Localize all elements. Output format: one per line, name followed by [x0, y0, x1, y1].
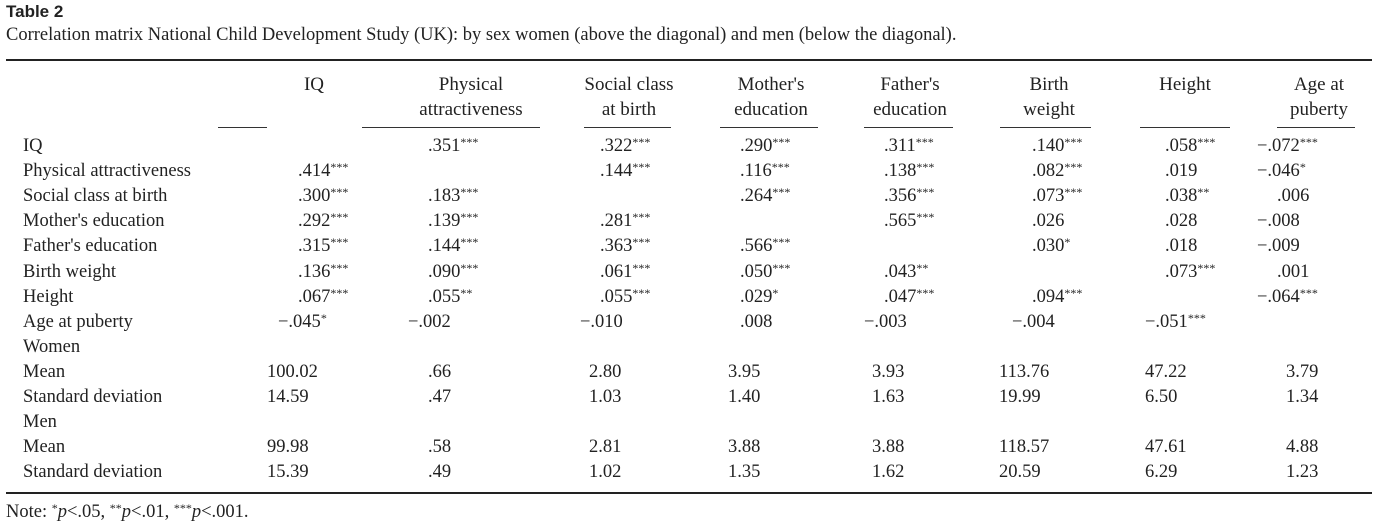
cell-value: .019 — [1165, 161, 1198, 182]
table-cell — [884, 161, 934, 182]
row-label: Mother's education — [23, 211, 165, 232]
cell-value: 14.59 — [267, 387, 309, 407]
cell-value: 2.80 — [589, 361, 622, 382]
cell-value: −.045 — [278, 311, 321, 332]
table-cell — [740, 287, 778, 308]
cell-value: −.002 — [408, 311, 451, 332]
table-cell — [298, 287, 348, 308]
column-header-rule — [1277, 127, 1355, 128]
table-cell — [600, 161, 650, 182]
cell-value: 47.22 — [1145, 361, 1187, 382]
cell-value: 4.88 — [1286, 437, 1319, 458]
cell-value: .47 — [428, 387, 452, 407]
table-cell — [267, 387, 309, 408]
table-cell — [1257, 136, 1318, 157]
table-cell — [728, 362, 760, 383]
table-cell — [580, 312, 623, 333]
column-header-line1: Birth — [1029, 74, 1069, 95]
table-cell — [589, 437, 621, 458]
significance-marker: *** — [1299, 285, 1318, 300]
table-cell — [1032, 136, 1082, 157]
significance-marker: *** — [1064, 285, 1083, 300]
column-header-rule — [1140, 127, 1230, 128]
cell-value: 6.50 — [1145, 387, 1178, 407]
column-header-line1: IQ — [303, 74, 325, 95]
table-cell — [1286, 387, 1318, 408]
row-label: Age at puberty — [23, 311, 133, 332]
table-cell — [740, 236, 790, 257]
cell-value: .136 — [298, 261, 331, 282]
cell-value: .139 — [428, 211, 461, 232]
table-cell — [278, 312, 327, 333]
table-cell — [1257, 211, 1300, 232]
table-cell — [428, 186, 478, 207]
table-cell — [428, 136, 478, 157]
table-cell — [600, 262, 650, 283]
table-cell — [298, 161, 348, 182]
note-prefix: Note: — [6, 502, 52, 522]
table-cell — [872, 362, 904, 383]
cell-value: .030 — [1032, 236, 1065, 257]
significance-marker: *** — [460, 210, 479, 225]
cell-value: .029 — [740, 286, 773, 307]
column-header-line2: education — [873, 99, 947, 120]
significance-marker: *** — [1197, 260, 1216, 275]
table-cell — [1032, 186, 1082, 207]
table-cell — [740, 161, 790, 182]
table-cell — [428, 262, 478, 283]
table-cell — [1145, 437, 1187, 458]
significance-marker: *** — [632, 135, 651, 149]
column-header-line1: Physical — [438, 74, 504, 95]
table-cell — [428, 236, 478, 257]
cell-value: 1.23 — [1286, 462, 1319, 483]
cell-value: .043 — [884, 261, 917, 282]
cell-value: −.046 — [1257, 161, 1300, 182]
cell-value: 20.59 — [999, 462, 1041, 483]
significance-marker: *** — [330, 260, 349, 275]
cell-value: .144 — [428, 236, 461, 257]
row-label: Father's education — [23, 236, 158, 257]
cell-value: .058 — [1165, 136, 1198, 156]
table-cell — [1145, 312, 1206, 333]
significance-marker: *** — [772, 135, 791, 149]
column-header-rule — [218, 127, 267, 128]
cell-value: −.064 — [1257, 286, 1300, 307]
table-cell — [1257, 236, 1300, 257]
table-cell — [884, 136, 934, 157]
table-cell — [1286, 437, 1318, 458]
cell-value: −.004 — [1012, 311, 1055, 332]
column-header-line2: attractiveness — [419, 99, 523, 120]
cell-value: .66 — [428, 361, 452, 382]
table-cell — [1257, 161, 1306, 182]
table-cell — [1032, 287, 1082, 308]
cell-value: .290 — [740, 136, 773, 156]
row-label: Mean — [23, 437, 66, 458]
column-header-rule — [362, 127, 540, 128]
significance-marker: *** — [772, 260, 791, 275]
table-cell — [884, 262, 928, 283]
significance-marker: *** — [915, 135, 934, 149]
cell-value: .183 — [428, 186, 461, 207]
table-cell — [267, 437, 309, 458]
row-label: Mean — [23, 361, 66, 382]
cell-value: 1.34 — [1286, 387, 1319, 407]
cell-value: .140 — [1032, 136, 1065, 156]
cell-value: 1.35 — [728, 462, 761, 483]
table-cell — [740, 262, 790, 283]
column-header-rule — [720, 127, 818, 128]
column-header-line1: Age at — [1293, 74, 1345, 95]
table-cell — [428, 287, 472, 308]
cell-value: 1.03 — [589, 387, 622, 407]
cell-value: .067 — [298, 286, 331, 307]
top-rule — [6, 59, 1372, 61]
cell-value: 19.99 — [999, 387, 1041, 407]
cell-value: 3.79 — [1286, 361, 1319, 382]
table-cell — [298, 211, 348, 232]
cell-value: .49 — [428, 462, 452, 483]
cell-value: −.010 — [580, 311, 623, 332]
table-cell — [728, 462, 760, 483]
cell-value: .038 — [1165, 186, 1198, 207]
cell-value: .050 — [740, 261, 773, 282]
column-header-line1: Height — [1159, 74, 1211, 95]
cell-value: .311 — [884, 136, 916, 156]
cell-value: .094 — [1032, 286, 1065, 307]
significance-marker: *** — [330, 210, 349, 225]
significance-marker: *** — [330, 235, 349, 250]
significance-marker: *** — [1064, 185, 1083, 200]
significance-marker: * — [320, 310, 327, 325]
cell-value: .281 — [600, 211, 633, 232]
cell-value: 1.63 — [872, 387, 905, 407]
cell-value: .351 — [428, 136, 461, 156]
cell-value: 1.40 — [728, 387, 761, 407]
cell-value: .565 — [884, 211, 917, 232]
cell-value: 1.62 — [872, 462, 905, 483]
table-cell — [1032, 236, 1070, 257]
column-header-line2: weight — [1023, 99, 1075, 120]
table-cell — [1165, 161, 1197, 182]
column-header-line1: Father's — [880, 74, 940, 95]
cell-value: 3.88 — [728, 437, 761, 458]
significance-marker: *** — [632, 260, 651, 275]
cell-value: .073 — [1032, 186, 1065, 207]
table-cell — [600, 287, 650, 308]
row-label: Physical attractiveness — [23, 161, 191, 182]
table-cell — [999, 437, 1049, 458]
column-header-rule — [864, 127, 953, 128]
table-cell — [884, 287, 934, 308]
table-cell — [428, 362, 451, 383]
table-cell — [428, 437, 451, 458]
table-cell — [298, 186, 348, 207]
cell-value: −.051 — [1145, 311, 1188, 332]
cell-value: 2.81 — [589, 437, 622, 458]
significance-marker: *** — [772, 185, 791, 200]
table-cell — [884, 186, 934, 207]
cell-value: 99.98 — [267, 437, 309, 458]
table-cell — [600, 236, 650, 257]
cell-value: 6.29 — [1145, 462, 1178, 483]
table-cell — [408, 312, 451, 333]
table-cell — [1257, 287, 1318, 308]
cell-value: .047 — [884, 286, 917, 307]
row-label: Men — [23, 412, 57, 433]
cell-value: .055 — [600, 286, 633, 307]
significance-marker: *** — [330, 185, 349, 200]
significance-marker: *** — [772, 235, 791, 250]
cell-value: .082 — [1032, 161, 1065, 182]
bottom-rule — [6, 492, 1372, 494]
table-cell — [864, 312, 907, 333]
significance-marker: *** — [460, 260, 479, 275]
significance-marker: * — [1299, 160, 1306, 175]
table-cell — [1145, 362, 1187, 383]
table-cell — [1165, 211, 1197, 232]
table-title: Table 2 — [6, 2, 64, 21]
table-cell — [872, 462, 904, 483]
column-header — [224, 72, 404, 97]
table-cell — [872, 387, 904, 408]
cell-value: 47.61 — [1145, 437, 1187, 458]
table-cell — [600, 136, 650, 157]
column-header-line1: Mother's — [737, 74, 805, 95]
table-cell — [728, 387, 760, 408]
significance-marker: ** — [1197, 185, 1210, 200]
column-header-line1: Social class — [584, 74, 674, 95]
table-cell — [1286, 362, 1318, 383]
row-label: Social class at birth — [23, 186, 168, 207]
cell-value: 1.02 — [589, 462, 622, 483]
table-cell — [999, 462, 1041, 483]
significance-marker: *** — [460, 235, 479, 250]
cell-value: .300 — [298, 186, 331, 207]
significance-marker: *** — [1299, 135, 1318, 149]
table-cell — [1165, 186, 1209, 207]
table-cell — [1277, 186, 1309, 207]
significance-marker: *** — [330, 160, 349, 175]
significance-marker: *** — [916, 285, 935, 300]
table-cell — [999, 387, 1041, 408]
significance-marker: *** — [1197, 135, 1216, 149]
significance-marker: *** — [632, 285, 651, 300]
column-header-line2: education — [734, 99, 808, 120]
row-label: Birth weight — [23, 261, 117, 282]
column-header — [1229, 72, 1384, 122]
table-cell — [589, 387, 621, 408]
significance-marker: * — [1064, 235, 1071, 250]
table-cell — [728, 437, 760, 458]
significance-marker: *** — [916, 160, 935, 175]
cell-value: .061 — [600, 261, 633, 282]
cell-value: 3.95 — [728, 361, 761, 382]
cell-value: 3.93 — [872, 361, 905, 382]
significance-marker: *** — [460, 135, 479, 149]
cell-value: .322 — [600, 136, 633, 156]
cell-value: .292 — [298, 211, 331, 232]
table-cell — [1032, 161, 1082, 182]
significance-marker: ** — [916, 260, 929, 275]
cell-value: .026 — [1032, 211, 1065, 232]
column-header-rule — [584, 127, 671, 128]
cell-value: 113.76 — [999, 361, 1050, 382]
table-cell — [999, 362, 1049, 383]
cell-value: .264 — [740, 186, 773, 207]
cell-value: .144 — [600, 161, 633, 182]
row-label: Standard deviation — [23, 387, 163, 407]
cell-value: .055 — [428, 286, 461, 307]
table-cell — [740, 186, 790, 207]
significance-marker: *** — [632, 160, 651, 175]
table-cell — [1277, 262, 1309, 283]
table-cell — [1032, 211, 1064, 232]
cell-value: .001 — [1277, 261, 1310, 282]
table-cell — [428, 462, 451, 483]
table-cell — [428, 211, 478, 232]
cell-value: .073 — [1165, 261, 1198, 282]
cell-value: 15.39 — [267, 462, 309, 483]
table-cell — [600, 211, 650, 232]
cell-value: .414 — [298, 161, 331, 182]
cell-value: −.009 — [1257, 236, 1300, 257]
significance-marker: * — [772, 285, 779, 300]
table-cell — [267, 362, 318, 383]
cell-value: .018 — [1165, 236, 1198, 257]
cell-value: 100.02 — [267, 361, 318, 382]
row-label: Standard deviation — [23, 462, 163, 483]
table-cell — [298, 262, 348, 283]
table-cell — [1165, 136, 1215, 157]
cell-value: .090 — [428, 261, 461, 282]
row-label: IQ — [23, 136, 43, 156]
significance-marker: *** — [1187, 310, 1206, 325]
cell-value: .138 — [884, 161, 917, 182]
cell-value: .58 — [428, 437, 452, 458]
table-cell — [1145, 387, 1177, 408]
significance-marker: *** — [1064, 135, 1083, 149]
table-note: Note: *p<.05, **p<.01, ***p<.001. — [6, 501, 249, 522]
cell-value: .006 — [1277, 186, 1310, 207]
cell-value: .363 — [600, 236, 633, 257]
table-cell — [1286, 462, 1318, 483]
significance-marker: *** — [1064, 160, 1083, 175]
cell-value: .566 — [740, 236, 773, 257]
cell-value: −.008 — [1257, 211, 1300, 232]
table-cell — [589, 462, 621, 483]
cell-value: .315 — [298, 236, 331, 257]
cell-value: .116 — [740, 161, 772, 182]
column-header-line2: at birth — [601, 99, 657, 120]
significance-marker: *** — [460, 185, 479, 200]
significance-marker: *** — [330, 285, 349, 300]
significance-marker: *** — [916, 185, 935, 200]
cell-value: .008 — [740, 311, 773, 332]
significance-marker: ** — [460, 285, 473, 300]
cell-value: 118.57 — [999, 437, 1050, 458]
table-cell — [1145, 462, 1177, 483]
significance-marker: *** — [632, 210, 651, 225]
table-cell — [589, 362, 621, 383]
cell-value: −.003 — [864, 311, 907, 332]
cell-value: 3.88 — [872, 437, 905, 458]
table-cell — [884, 211, 934, 232]
cell-value: .356 — [884, 186, 917, 207]
table-cell — [267, 462, 309, 483]
table-cell — [298, 236, 348, 257]
column-header-rule — [1000, 127, 1091, 128]
significance-marker: *** — [916, 210, 935, 225]
column-header-line2: puberty — [1289, 99, 1349, 120]
table-cell — [740, 136, 790, 157]
table-caption: Correlation matrix National Child Development Study (UK): by sex women (above the diagonal) and men (below the diagonal). — [6, 25, 957, 45]
column-header — [381, 72, 561, 122]
cell-value: −.072 — [1257, 136, 1300, 156]
row-label: Height — [23, 286, 74, 307]
table-cell — [1165, 262, 1215, 283]
table-cell — [872, 437, 904, 458]
cell-value: .028 — [1165, 211, 1198, 232]
significance-marker: *** — [771, 160, 790, 175]
table-cell — [740, 312, 772, 333]
table-cell — [428, 387, 451, 408]
table-cell — [1165, 236, 1197, 257]
table-cell — [1012, 312, 1055, 333]
significance-marker: *** — [632, 235, 651, 250]
row-label: Women — [23, 336, 81, 357]
